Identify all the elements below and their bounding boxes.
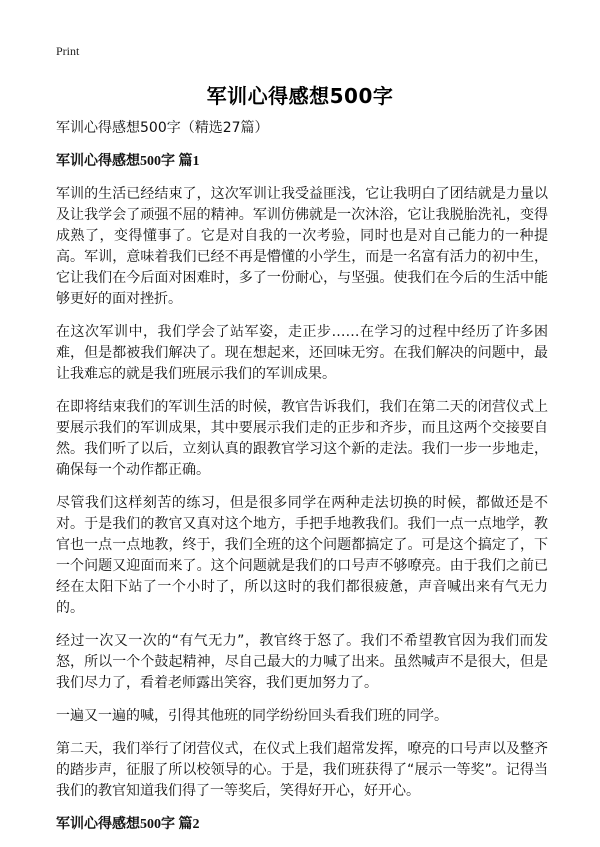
document-subtitle: 军训心得感想500字（精选27篇） — [56, 120, 269, 136]
paragraph-7: 第二天，我们举行了闭营仪式，在仪式上我们超常发挥，嘹亮的口号声以及整齐的踏步声，征服了所以校领导的心。于是，我们班获得了“展示一等奖”。记得当我们的教官知道我们得了一等奖后，笑得好开心，好开心。 — [56, 741, 548, 799]
page-title: 军训心得感想500字 — [206, 84, 394, 108]
paragraph-6: 一遍又一遍的喊，引得其他班的同学纷纷回头看我们班的同学。 — [56, 708, 448, 724]
paragraph-1: 军训的生活已经结束了，这次军训让我受益匪浅，它让我明白了团结就是力量以及让我学会了顽强不屈的精神。军训仿佛就是一次沐浴，它让我脱胎洗礼，变得成熟了，变得懂事了。它是对自我的一次考验，同时也是对自己能力的一种提高。军训，意味着我们已经不再是懵懂的小学生，而是一名富有活力的初中生，它让我们在今后面对困难时，多了一份耐心，与坚强。使我们在今后的生活中能够更好的面对挫折。 — [56, 186, 548, 307]
section-heading-2: 军训心得感想500字 篇2 — [56, 817, 200, 832]
paragraph-2: 在这次军训中，我们学会了站军姿，走正步……在学习的过程中经历了许多困难，但是都被我们解决了。现在想起来，还回味无穷。在我们解决的问题中，最让我难忘的就是我们班展示我们的军训成果。 — [56, 324, 548, 382]
paragraph-5: 经过一次又一次的“有气无力”，教官终于怒了。我们不希望教官因为我们而发怒，所以一个个鼓起精神，尽自己最大的力喊了出来。虽然喊声不是很大，但是我们尽力了，看着老师露出笑容，我们更加努力了。 — [56, 633, 548, 691]
document-body — [56, 118, 548, 847]
paragraph-3: 在即将结束我们的军训生活的时候，教官告诉我们，我们在第二天的闭营仪式上要展示我们的军训成果，其中要展示我们走的正步和齐步，而且这两个交接要自然。我们听了以后，立刻认真的跟教官学习这个新的走法。我们一步一步地走，确保每一个动作都正确。 — [56, 399, 548, 478]
print-label: Print — [56, 44, 80, 58]
section-heading-1: 军训心得感想500字 篇1 — [56, 154, 200, 169]
paragraph-4: 尽管我们这样刻苦的练习，但是很多同学在两种走法切换的时候，都做还是不对。于是我们的教官又真对这个地方，手把手地教我们。我们一点一点地学，教官也一点一点地教，终于，我们全班的这个问题都搞定了。可是这个搞定了，下一个问题又迎面而来了。这个问题就是我们的口号声不够嘹亮。由于我们之前已经在太阳下站了一个小时了，所以这时的我们都很疲惫，声音喊出来有气无力的。 — [56, 495, 548, 616]
